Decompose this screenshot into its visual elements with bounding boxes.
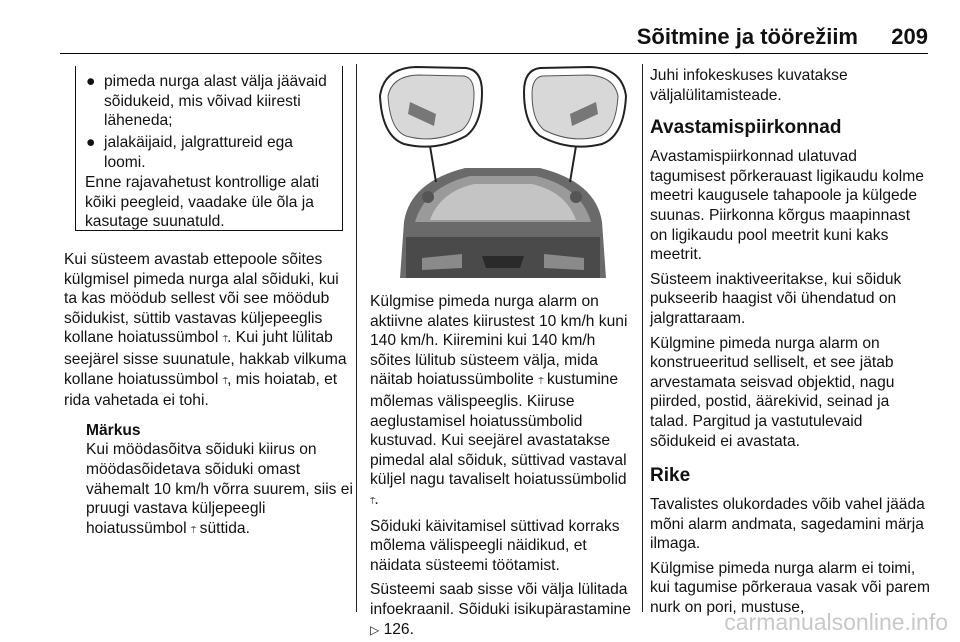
paragraph: Külgmise pimeda nurga alarm on aktiivne alates kiirustest 10 km/h kuni 140 km/h. Kiiremini kui 140 km/h sõites lülitub süsteem välja, mida näitab hoiatussümbolite ⍑ kustumine mõlemas välispeeglis. Kiiruse aeglustamisel hoiatussümbolid kustuvad. Kui seejärel avastatakse pimedal alal sõiduk, süttivad vastaval küljel nagu tavaliselt hoiatussümbolid ⍑. (370, 293, 628, 508)
note-text: Kui möödasõitva sõiduki kiirus on möödasõidetava sõiduki omast vähemalt 10 km/h võrra suurem, siis ei pruugi vastava küljepeegli hoiatussümbol ⍑ süttida. (86, 441, 353, 537)
list-item: ● pimeda nurga alast välja jäävaid sõidukeid, mis võivad kiiresti läheneda; (86, 73, 327, 130)
paragraph: Külgmine pimeda nurga alarm on konstrueeritud selliselt, et see jätab arvestamata seisvad objektid, nagu piirded, postid, äärekivid, seinad ja talad. Pargitud ja vastutulevaid sõidukeid ei avastata. (650, 334, 895, 450)
watermark: carmanualsonline.info (724, 609, 948, 635)
reference-arrow-icon: ▷ (370, 622, 380, 637)
page-header (60, 8, 928, 49)
section-title: Sõitmine ja töörežiim (636, 24, 858, 49)
paragraph: Süsteem inaktiveeritakse, kui sõiduk pukseerib haagist või ühendatud on jalgrattaraam. (650, 270, 902, 327)
blind-spot-symbol-icon: ⍑ (538, 376, 543, 387)
paragraph: Sõiduki käivitamisel süttivad korraks mõlema välispeegli näidikud, et näidata süsteemi töötamist. (370, 517, 620, 574)
blind-spot-symbol-icon: ⍑ (370, 495, 375, 506)
paragraph: Tavalistes olukordades võib vahel jääda mõni alarm andmata, sagedamini märja ilmaga. (650, 496, 925, 553)
column-1 (64, 250, 354, 540)
note-heading: Märkus (86, 421, 141, 439)
blind-spot-symbol-icon: ⍑ (190, 524, 196, 535)
page-reference-link[interactable]: 126. (383, 620, 414, 638)
blind-spot-symbol-icon: ⍑ (222, 334, 228, 345)
list-item: ● jalakäijaid, jalgrattureid ega loomi. (86, 134, 293, 171)
paragraph: Avastamispiirkonnad ulatuvad tagumisest põrkerauast ligikaudu kolme meetri kaugusele tahapoole ja külgede suunas. Piirkonna kõrgus maapinnast on ligikaudu pool meetrit kuni kaks meetrit. (650, 148, 924, 264)
warning-text: Enne rajavahetust kontrollige alati kõiki peegleid, vaadake üle õla ja kasutage suunatuld. (85, 174, 320, 231)
paragraph: Juhi infokeskuses kuvatakse väljalülitamisteade. (650, 67, 848, 104)
column-divider-1 (356, 64, 357, 612)
paragraph: Süsteemi saab sisse või välja lülitada infoekraanil. Sõiduki isikupärastamine ▷ 126. (370, 581, 631, 638)
side-mirror-illustration (370, 62, 636, 278)
header-rule (60, 53, 928, 54)
column-3 (650, 66, 930, 618)
paragraph: Külgmise pimeda nurga alarm ei toimi, kui tagumise põrkeraua vasak või parem nurk on pori, mustuse, (650, 559, 930, 617)
paragraph: Kui süsteem avastab ettepoole sõites külgmisel pimeda nurga alal sõiduki, kui ta kas möödub sellest või see möödub sõidukist, süttib vastavas küljepeeglis kollane hoiatussümbol ⍑. Kui juht lülitab seejärel sisse suunatule, hakkab vilkuma kollane hoiatussümbol ⍑, mis hoiatab, et rida vahetada ei tohi. (64, 251, 347, 410)
section-heading: Rike (650, 465, 691, 487)
blind-spot-symbol-icon: ⍑ (222, 375, 228, 386)
column-2 (370, 292, 636, 640)
column-divider-2 (642, 64, 643, 612)
page-number: 209 (891, 24, 928, 49)
section-heading: Avastamispiirkonnad (650, 117, 842, 139)
